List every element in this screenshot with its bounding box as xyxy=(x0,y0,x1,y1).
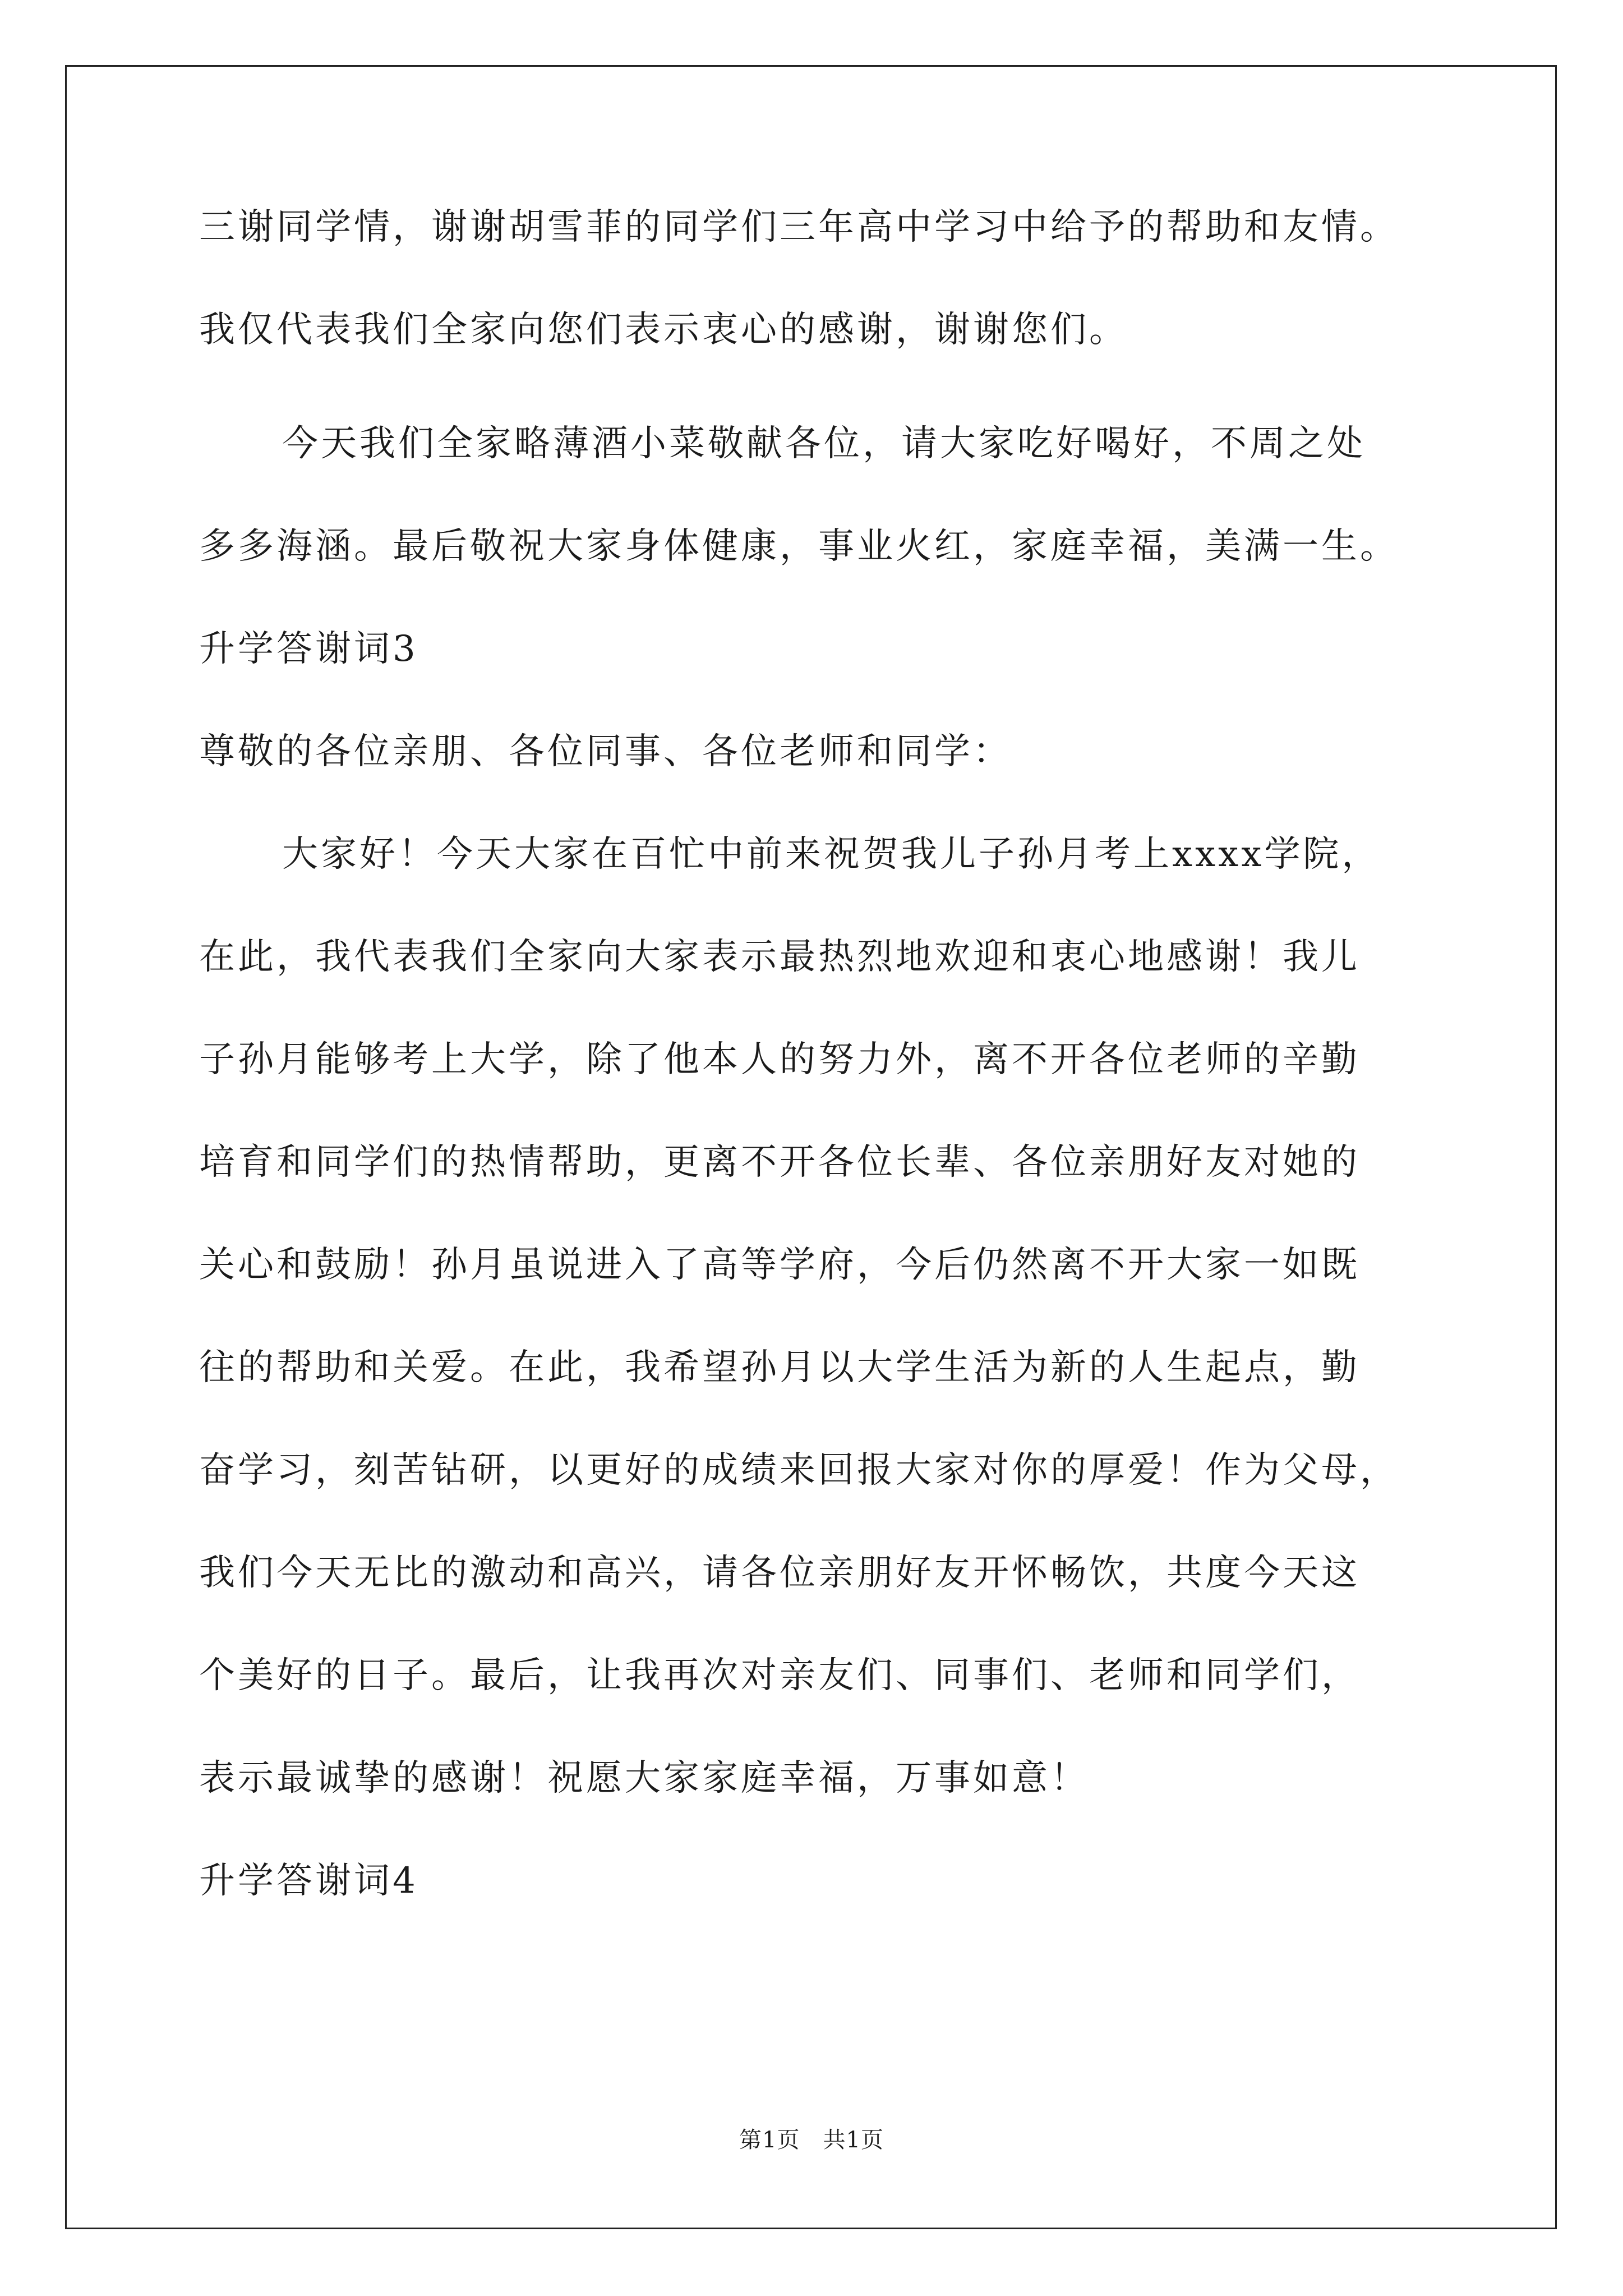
text-line: 我们今天无比的激动和高兴，请各位亲朋好友开怀畅饮，共度今天这 xyxy=(199,1552,1360,1594)
text-line: 大家好！今天大家在百忙中前来祝贺我儿子孙月考上xxxx学院， xyxy=(282,834,1381,875)
text-line: 个美好的日子。最后，让我再次对亲友们、同事们、老师和同学们， xyxy=(199,1655,1360,1696)
text-line: 多多海涵。最后敬祝大家身体健康，事业火红，家庭幸福，美满一生。 xyxy=(199,526,1399,567)
text-line: 今天我们全家略薄酒小菜敬献各位，请大家吃好喝好，不周之处 xyxy=(282,423,1366,464)
salutation: 尊敬的各位亲朋、各位同事、各位老师和同学： xyxy=(199,731,1012,772)
page-number-footer: 第1页 共1页 xyxy=(739,2127,884,2153)
text-line: 子孙月能够考上大学，除了他本人的努力外，离不开各位老师的辛勤 xyxy=(199,1039,1360,1080)
section-heading: 升学答谢词4 xyxy=(199,1860,418,1902)
text-line: 我仅代表我们全家向您们表示衷心的感谢，谢谢您们。 xyxy=(199,309,1128,351)
text-line: 在此，我代表我们全家向大家表示最热烈地欢迎和衷心地感谢！我儿 xyxy=(199,936,1360,978)
section-heading: 升学答谢词3 xyxy=(199,628,418,670)
text-line: 培育和同学们的热情帮助，更离不开各位长辈、各位亲朋好友对她的 xyxy=(199,1142,1360,1183)
text-line: 往的帮助和关爱。在此，我希望孙月以大学生活为新的人生起点，勤 xyxy=(199,1347,1360,1388)
text-line: 表示最诚挚的感谢！祝愿大家家庭幸福，万事如意！ xyxy=(199,1757,1089,1799)
text-line: 关心和鼓励！孙月虽说进入了高等学府，今后仍然离不开大家一如既 xyxy=(199,1244,1360,1286)
text-line: 奋学习，刻苦钻研，以更好的成绩来回报大家对你的厚爱！作为父母， xyxy=(199,1450,1399,1491)
text-line: 三谢同学情，谢谢胡雪菲的同学们三年高中学习中给予的帮助和友情。 xyxy=(199,206,1399,248)
